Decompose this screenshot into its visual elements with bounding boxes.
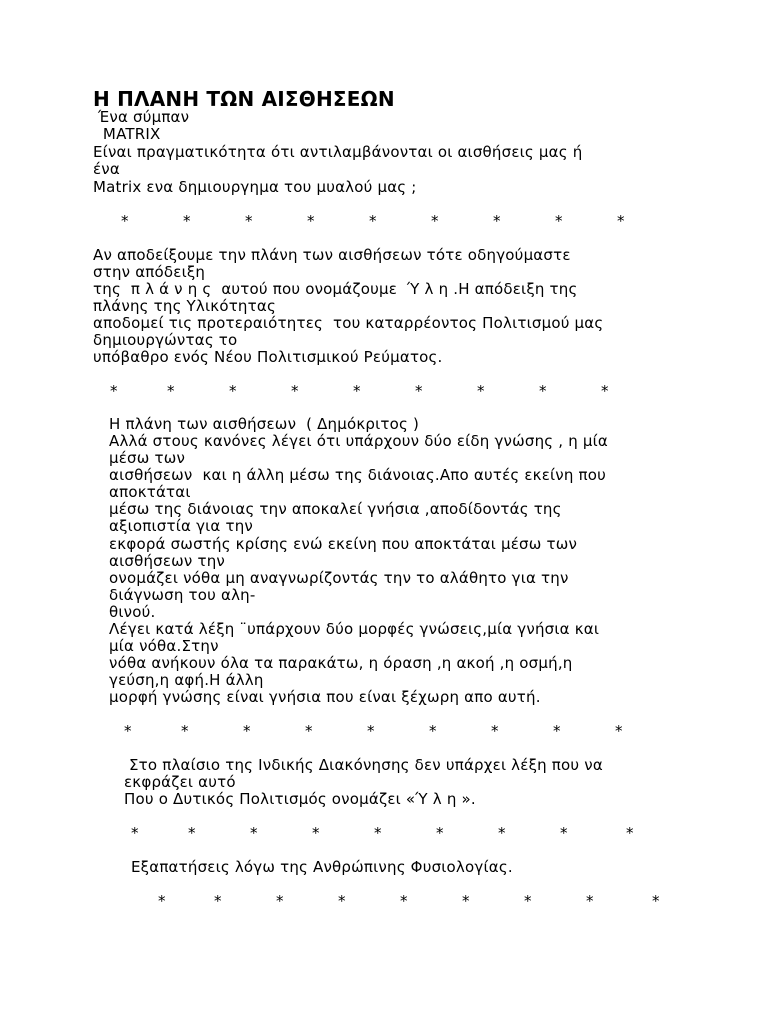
separator-star: * bbox=[555, 212, 563, 230]
separator-star: * bbox=[553, 722, 561, 740]
star-separator bbox=[0, 825, 768, 842]
separator-star: * bbox=[243, 722, 251, 740]
intro-line: Ένα σύμπαν bbox=[93, 108, 190, 126]
paragraph-line: Στο πλαίσιο της Ινδικής Διακόνησης δεν υπάρχει λέξη που να bbox=[124, 756, 603, 774]
separator-star: * bbox=[498, 824, 506, 842]
separator-star: * bbox=[188, 824, 196, 842]
separator-star: * bbox=[431, 212, 439, 230]
paragraph-line: στην απόδειξη bbox=[93, 263, 206, 281]
separator-star: * bbox=[462, 892, 470, 910]
separator-star: * bbox=[305, 722, 313, 740]
paragraph-line: Λέγει κατά λέξη ¨υπάρχουν δύο μορφές γνώσεις,μία γνήσια και bbox=[109, 620, 600, 638]
separator-star: * bbox=[652, 892, 660, 910]
separator-star: * bbox=[436, 824, 444, 842]
paragraph-line: μορφή γνώσης είναι γνήσια που είναι ξέχωρη απο αυτή. bbox=[109, 688, 541, 706]
paragraph-line: αποδομεί τις προτεραιότητες του καταρρέοντος Πολιτισμού μας bbox=[93, 314, 604, 332]
paragraph-line: Που ο Δυτικός Πολιτισμός ονομάζει «Ύ λ η ». bbox=[124, 790, 476, 808]
separator-star: * bbox=[291, 382, 299, 400]
paragraph-line: υπόβαθρο ενός Νέου Πολιτισμικού Ρεύματος. bbox=[93, 348, 443, 366]
paragraph-line: θινού. bbox=[109, 603, 156, 621]
star-separator bbox=[0, 213, 768, 230]
separator-star: * bbox=[617, 212, 625, 230]
separator-star: * bbox=[307, 212, 315, 230]
separator-star: * bbox=[493, 212, 501, 230]
separator-star: * bbox=[214, 892, 222, 910]
separator-star: * bbox=[615, 722, 623, 740]
separator-star: * bbox=[369, 212, 377, 230]
intro-line: ένα bbox=[93, 160, 120, 178]
separator-star: * bbox=[183, 212, 191, 230]
paragraph-line: μία νόθα.Στην bbox=[109, 637, 219, 655]
separator-star: * bbox=[429, 722, 437, 740]
separator-star: * bbox=[121, 212, 129, 230]
star-separator bbox=[0, 893, 768, 910]
separator-star: * bbox=[560, 824, 568, 842]
paragraph-line: Αν αποδείξουμε την πλάνη των αισθήσεων τότε οδηγούμαστε bbox=[93, 246, 571, 264]
paragraph-line: δημιουργώντας το bbox=[93, 331, 238, 349]
paragraph-line: της π λ ά ν η ς αυτού που ονομάζουμε Ύ λ η .Η απόδειξη της bbox=[93, 280, 578, 298]
separator-star: * bbox=[539, 382, 547, 400]
separator-star: * bbox=[415, 382, 423, 400]
separator-star: * bbox=[245, 212, 253, 230]
paragraph-line: αισθήσεων την bbox=[109, 552, 225, 570]
separator-star: * bbox=[353, 382, 361, 400]
paragraph-line: αισθήσεων και η άλλη μέσω της διάνοιας.Απο αυτές εκείνη που bbox=[109, 466, 607, 484]
paragraph-line: Η πλάνη των αισθήσεων ( Δημόκριτος ) bbox=[109, 415, 420, 433]
paragraph-line: μέσω των bbox=[109, 449, 186, 467]
separator-star: * bbox=[626, 824, 634, 842]
paragraph-line: Αλλά στους κανόνες λέγει ότι υπάρχουν δύο είδη γνώσης , η μία bbox=[109, 432, 608, 450]
separator-star: * bbox=[131, 824, 139, 842]
paragraph-line: εκφορά σωστής κρίσης ενώ εκείνη που αποκτάται μέσω των bbox=[109, 535, 578, 553]
paragraph-line: ονομάζει νόθα μη αναγνωρίζοντάς την το αλάθητο για την bbox=[109, 569, 569, 587]
star-separator bbox=[0, 383, 768, 400]
separator-star: * bbox=[374, 824, 382, 842]
separator-star: * bbox=[586, 892, 594, 910]
separator-star: * bbox=[601, 382, 609, 400]
separator-star: * bbox=[124, 722, 132, 740]
separator-star: * bbox=[400, 892, 408, 910]
paragraph-line: Εξαπατήσεις λόγω της Ανθρώπινης Φυσιολογίας. bbox=[131, 858, 513, 876]
intro-line: Είναι πραγματικότητα ότι αντιλαμβάνονται οι αισθήσεις μας ή bbox=[93, 143, 583, 161]
separator-star: * bbox=[477, 382, 485, 400]
paragraph-line: διάγνωση του αλη- bbox=[109, 586, 256, 604]
separator-star: * bbox=[338, 892, 346, 910]
separator-star: * bbox=[250, 824, 258, 842]
paragraph-line: εκφράζει αυτό bbox=[124, 773, 236, 791]
paragraph-line: πλάνης της Υλικότητας bbox=[93, 297, 276, 315]
paragraph-line: αξιοπιστία για την bbox=[109, 517, 254, 535]
separator-star: * bbox=[276, 892, 284, 910]
separator-star: * bbox=[167, 382, 175, 400]
separator-star: * bbox=[524, 892, 532, 910]
paragraph-line: γεύση,η αφή.Η άλλη bbox=[109, 671, 264, 689]
star-separator bbox=[0, 723, 768, 740]
paragraph-line: μέσω της διάνοιας την αποκαλεί γνήσια ,αποδίδοντάς της bbox=[109, 500, 562, 518]
separator-star: * bbox=[312, 824, 320, 842]
separator-star: * bbox=[110, 382, 118, 400]
document-title: Η ΠΛΑΝΗ ΤΩΝ ΑΙΣΘΗΣΕΩΝ bbox=[93, 87, 395, 111]
paragraph-line: νόθα ανήκουν όλα τα παρακάτω, η όραση ,η ακοή ,η οσμή,η bbox=[109, 654, 573, 672]
separator-star: * bbox=[229, 382, 237, 400]
separator-star: * bbox=[158, 892, 166, 910]
paragraph-line: αποκτάται bbox=[109, 483, 191, 501]
separator-star: * bbox=[491, 722, 499, 740]
intro-line: Matrix ενα δημιουργημα του μυαλού μας ; bbox=[93, 178, 417, 196]
intro-line: MATRIX bbox=[93, 125, 161, 143]
separator-star: * bbox=[367, 722, 375, 740]
separator-star: * bbox=[181, 722, 189, 740]
